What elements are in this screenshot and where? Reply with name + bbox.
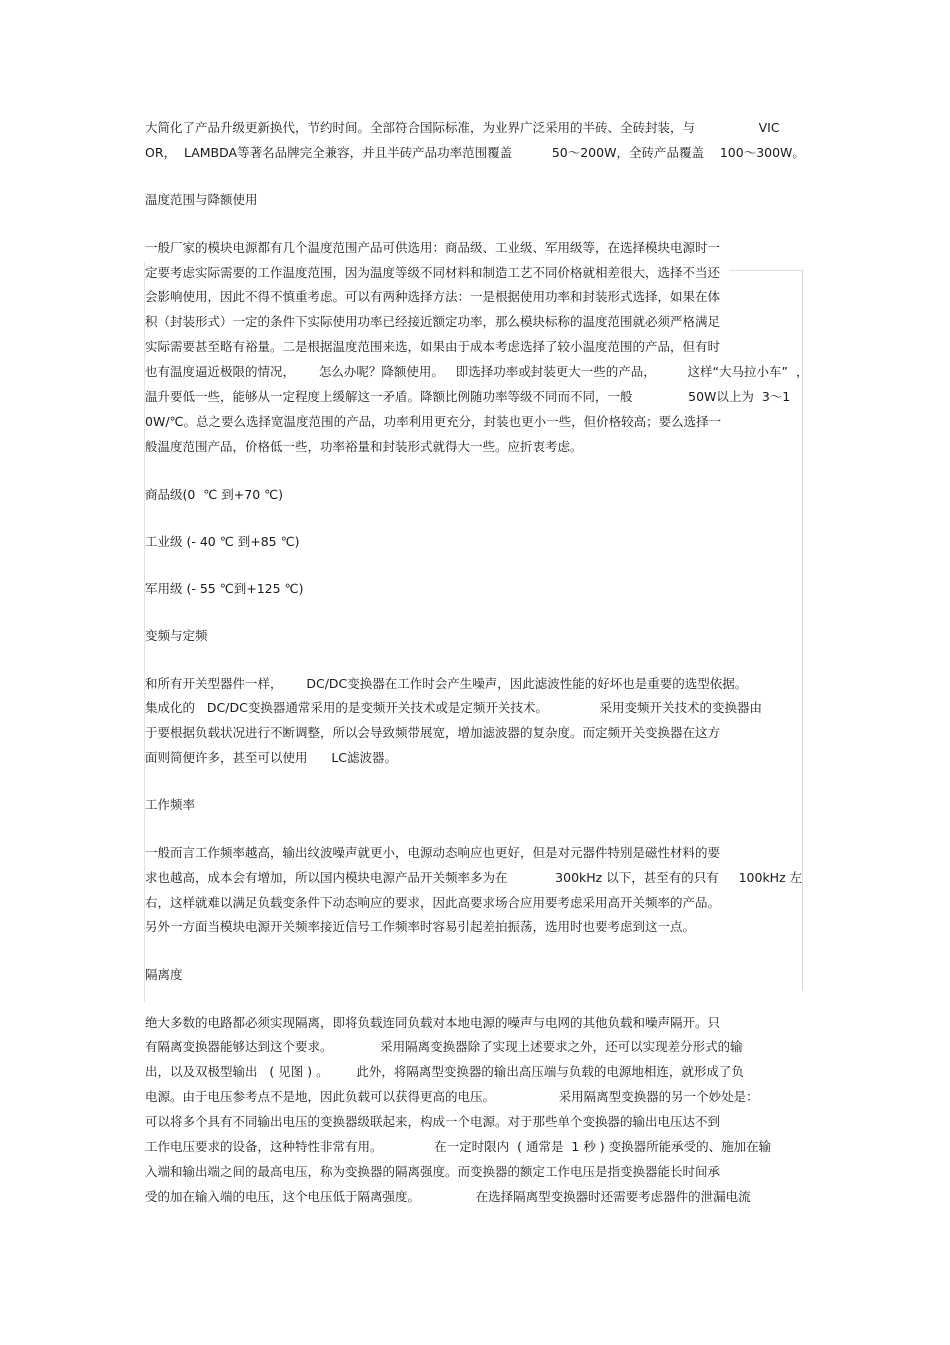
text-line: 出，以及双极型输出 ( 见图 ) 。 此外，将隔离型变换器的输出高压端与负载的电源地相连，就形成了负 [145,1064,744,1079]
text-line: 会影响使用，因此不得不慎重考虑。可以有两种选择方法：一是根据使用功率和封装形式选择，如果在体 [145,289,721,304]
text-line: 大简化了产品升级更新换代，节约时间。全部符合国际标准，为业界广泛采用的半砖、全砖封装，与 VIC [145,120,780,135]
text-line: 另外一方面当模块电源开关频率接近信号工作频率时容易引起差拍振荡，选用时也要考虑到这一点。 [145,919,696,934]
text-line: 集成化的 DC/DC变换器通常采用的是变频开关技术或是定频开关技术。 采用变频开关技术的变换器由 [145,700,762,715]
text-line: 0W/℃。总之要么选择宽温度范围的产品，功率利用更充分，封装也更小一些，但价格较高；要么选择一 [145,414,722,429]
text-line: 受的加在输入端的电压，这个电压低于隔离强度。 在选择隔离型变换器时还需要考虑器件的泄漏电流 [145,1189,751,1204]
text-line: 一般而言工作频率越高，输出纹波噪声就更小，电源动态响应也更好，但是对元器件特别是磁性材料的要 [145,845,721,860]
text-line: 积（封装形式）一定的条件下实际使用功率已经接近额定功率，那么模块标称的温度范围就必须严格满足 [145,314,721,329]
text-line: 可以将多个具有不同输出电压的变换器级联起来，构成一个电源。对于那些单个变换器的输出电压达不到 [145,1114,721,1129]
text-line: 右，这样就难以满足负载变条件下动态响应的要求，因此高要求场合应用要考虑采用高开关频率的产品。 [145,895,721,910]
grade-industrial: 工业级 (- 40 ℃ 到+85 ℃) [145,534,300,549]
text-line: 有隔离变换器能够达到这个要求。 采用隔离变换器除了实现上述要求之外，还可以实现差分形式的输 [145,1039,743,1054]
text-line: 实际需要甚至略有裕量。二是根据温度范围来选，如果由于成本考虑选择了较小温度范围的产品，但有时 [145,339,721,354]
text-line: 也有温度逼近极限的情况， 怎么办呢？降额使用。 即选择功率或封装更大一些的产品， 这样“大马拉小车” ， [145,364,809,379]
section-heading-temperature: 温度范围与降额使用 [145,192,258,207]
section-heading-isolation: 隔离度 [145,967,183,982]
text-line: 于要根据负载状况进行不断调整，所以会导致频带展宽，增加滤波器的复杂度。而定频开关变换器在这方 [145,725,721,740]
grade-commercial: 商品级(0 ℃ 到+70 ℃) [145,487,284,502]
text-line: 求也越高，成本会有增加，所以国内模块电源产品开关频率多为在 300kHz 以下，甚至有的只有 100kHz 左 [145,870,803,885]
text-line: 温升要低一些，能够从一定程度上缓解这一矛盾。降额比例随功率等级不同而不同，一般 50W以上为 3～1 [145,389,791,404]
text-line: OR， LAMBDA等著名品牌完全兼容，并且半砖产品功率范围覆盖 50～200W，全砖产品覆盖 100～300W。 [145,145,805,160]
text-line: 一般厂家的模块电源都有几个温度范围产品可供选用：商品级、工业级、军用级等，在选择模块电源时一 [145,240,721,255]
text-line: 定要考虑实际需要的工作温度范围，因为温度等级不同材料和制造工艺不同价格就相差很大，选择不当还 [145,265,721,280]
section-heading-frequency-mode: 变频与定频 [145,628,208,643]
text-line: 面则简便许多，甚至可以使用 LC滤波器。 [145,750,398,765]
section-heading-working-frequency: 工作频率 [145,797,196,812]
text-line: 入端和输出端之间的最高电压，称为变换器的隔离强度。而变换器的额定工作电压是指变换器能长时间承 [145,1164,721,1179]
text-line: 工作电压要求的设备，这种特性非常有用。 在一定时限内 ( 通常是 1 秒 ) 变换器所能承受的、施加在输 [145,1139,772,1154]
text-line: 般温度范围产品，价格低一些，功率裕量和封装形式就得大一些。应折衷考虑。 [145,439,583,454]
grade-military: 军用级 (- 55 ℃到+125 ℃) [145,581,304,596]
text-line: 和所有开关型器件一样， DC/DC变换器在工作时会产生噪声，因此滤波性能的好坏也是重要的选型依据。 [145,676,748,691]
text-line: 电源。由于电压参考点不是地，因此负载可以获得更高的电压。 采用隔离型变换器的另一个妙处是： [145,1089,759,1104]
text-line: 绝大多数的电路都必须实现隔离，即将负载连同负载对本地电源的噪声与电网的其他负载和噪声隔开。只 [145,1015,721,1030]
